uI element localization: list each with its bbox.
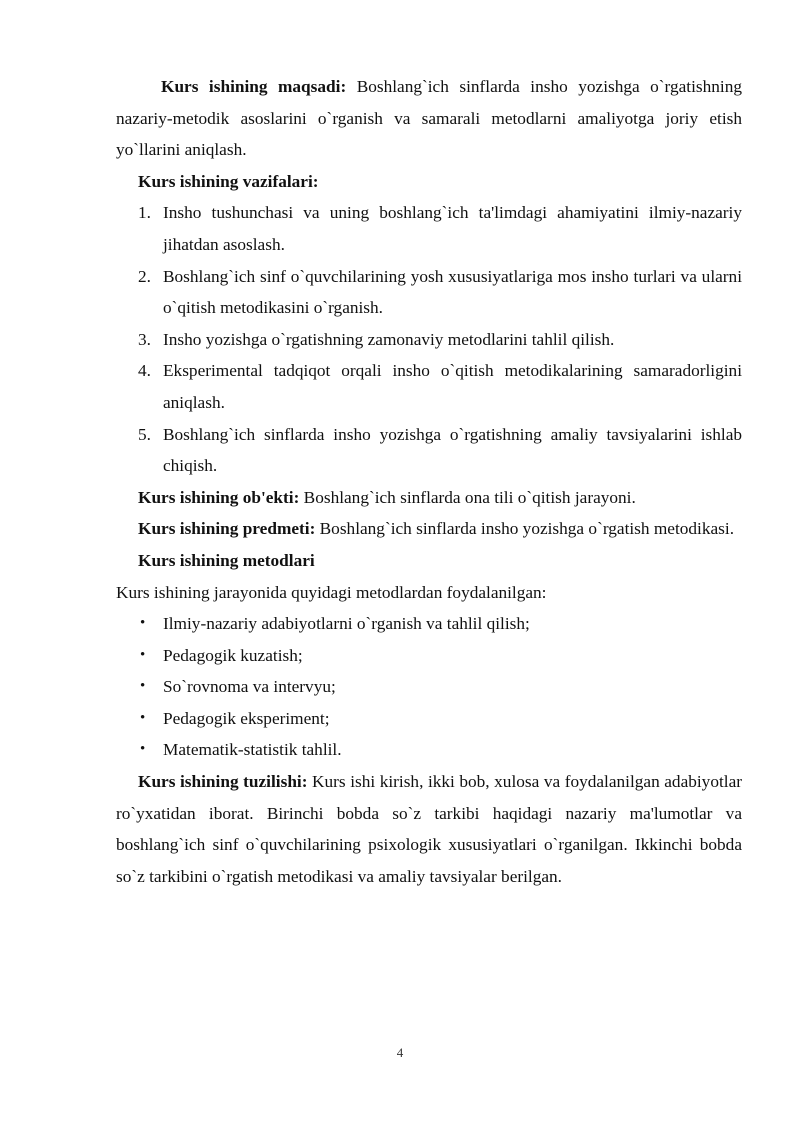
list-item — [116, 734, 742, 766]
methods-intro: Kurs ishining jarayonida quyidagi metodlardan foydalanilgan: — [116, 582, 547, 602]
list-item-text: So`rovnoma va intervyu; — [163, 677, 336, 697]
subject-paragraph — [116, 513, 742, 545]
list-item — [116, 671, 742, 703]
subject-label: Kurs ishining predmeti: — [138, 519, 316, 539]
tasks-list — [116, 197, 742, 481]
list-item — [116, 640, 742, 672]
list-item-text: Insho tushunchasi va uning boshlang`ich ta'limdagi ahamiyatini ilmiy-nazariy jihatdan asoslash. — [163, 203, 742, 254]
methods-list — [116, 608, 742, 766]
structure-paragraph — [116, 766, 742, 892]
list-item — [116, 324, 742, 356]
methods-heading: Kurs ishining metodlari — [138, 550, 315, 570]
document-page — [116, 71, 742, 892]
list-item-number: 1. — [138, 203, 151, 223]
aim-paragraph — [116, 71, 742, 166]
list-item-text: Pedagogik kuzatish; — [163, 645, 303, 665]
bullet-icon: • — [140, 741, 146, 758]
list-item-number: 4. — [138, 361, 151, 381]
list-item-number: 5. — [138, 424, 151, 444]
bullet-icon: • — [140, 615, 146, 632]
list-item-number: 3. — [138, 329, 151, 349]
subject-text: Boshlang`ich sinflarda insho yozishga o`rgatish metodikasi. — [319, 519, 735, 539]
page-number: 4 — [396, 1045, 404, 1060]
bullet-icon: • — [140, 678, 146, 695]
bullet-icon: • — [140, 646, 146, 663]
list-item — [116, 355, 742, 418]
structure-label: Kurs ishining tuzilishi: — [138, 772, 308, 792]
aim-label: Kurs ishining maqsadi: — [161, 77, 347, 96]
list-item-text: Eksperimental tadqiqot orqali insho o`qitish metodikalarining samaradorligini aniqlash. — [163, 361, 742, 412]
object-paragraph — [116, 482, 742, 514]
list-item-text: Boshlang`ich sinf o`quvchilarining yosh xususiyatlariga mos insho turlari va ularni o`qitish metodikasini o`rganish. — [163, 266, 742, 318]
list-item — [116, 703, 742, 735]
list-item — [116, 261, 742, 324]
list-item — [116, 197, 742, 260]
list-item-text: Matematik-statistik tahlil. — [163, 740, 342, 760]
object-label: Kurs ishining ob'ekti: — [138, 487, 300, 507]
list-item-text: Insho yozishga o`rgatishning zamonaviy metodlarini tahlil qilish. — [163, 329, 615, 349]
list-item-text: Ilmiy-nazariy adabiyotlarni o`rganish va tahlil qilish; — [163, 614, 530, 634]
list-item-number: 2. — [138, 266, 151, 286]
list-item — [116, 608, 742, 640]
object-text: Boshlang`ich sinflarda ona tili o`qitish jarayoni. — [303, 487, 636, 507]
list-item-text: Boshlang`ich sinflarda insho yozishga o`rgatishning amaliy tavsiyalarini ishlab chiqish. — [163, 424, 742, 476]
list-item — [116, 419, 742, 482]
structure-text: Kurs ishi kirish, ikki bob, xulosa va foydalanilgan adabiyotlar ro`yxatidan iborat. Birinchi bobda so`z tarkibi haqidagi nazariy ma'lumotlar va boshlang`ich sinf o`quvchilarining psixologik xususiyatlari o`rganilgan. Ikkinchi bobda so`z tarkibini o`rgatish metodikasi va amaliy tavsiyalar berilgan. — [116, 772, 742, 886]
tasks-heading: Kurs ishining vazifalari: — [138, 171, 319, 191]
bullet-icon: • — [140, 709, 146, 726]
list-item-text: Pedagogik eksperiment; — [163, 708, 330, 728]
aim-text: Boshlang`ich sinflarda insho yozishga o`rgatishning nazariy-metodik asoslarini o`rganish va samarali metodlarni amaliyotga joriy etish yo`llarini aniqlash. — [116, 77, 742, 160]
